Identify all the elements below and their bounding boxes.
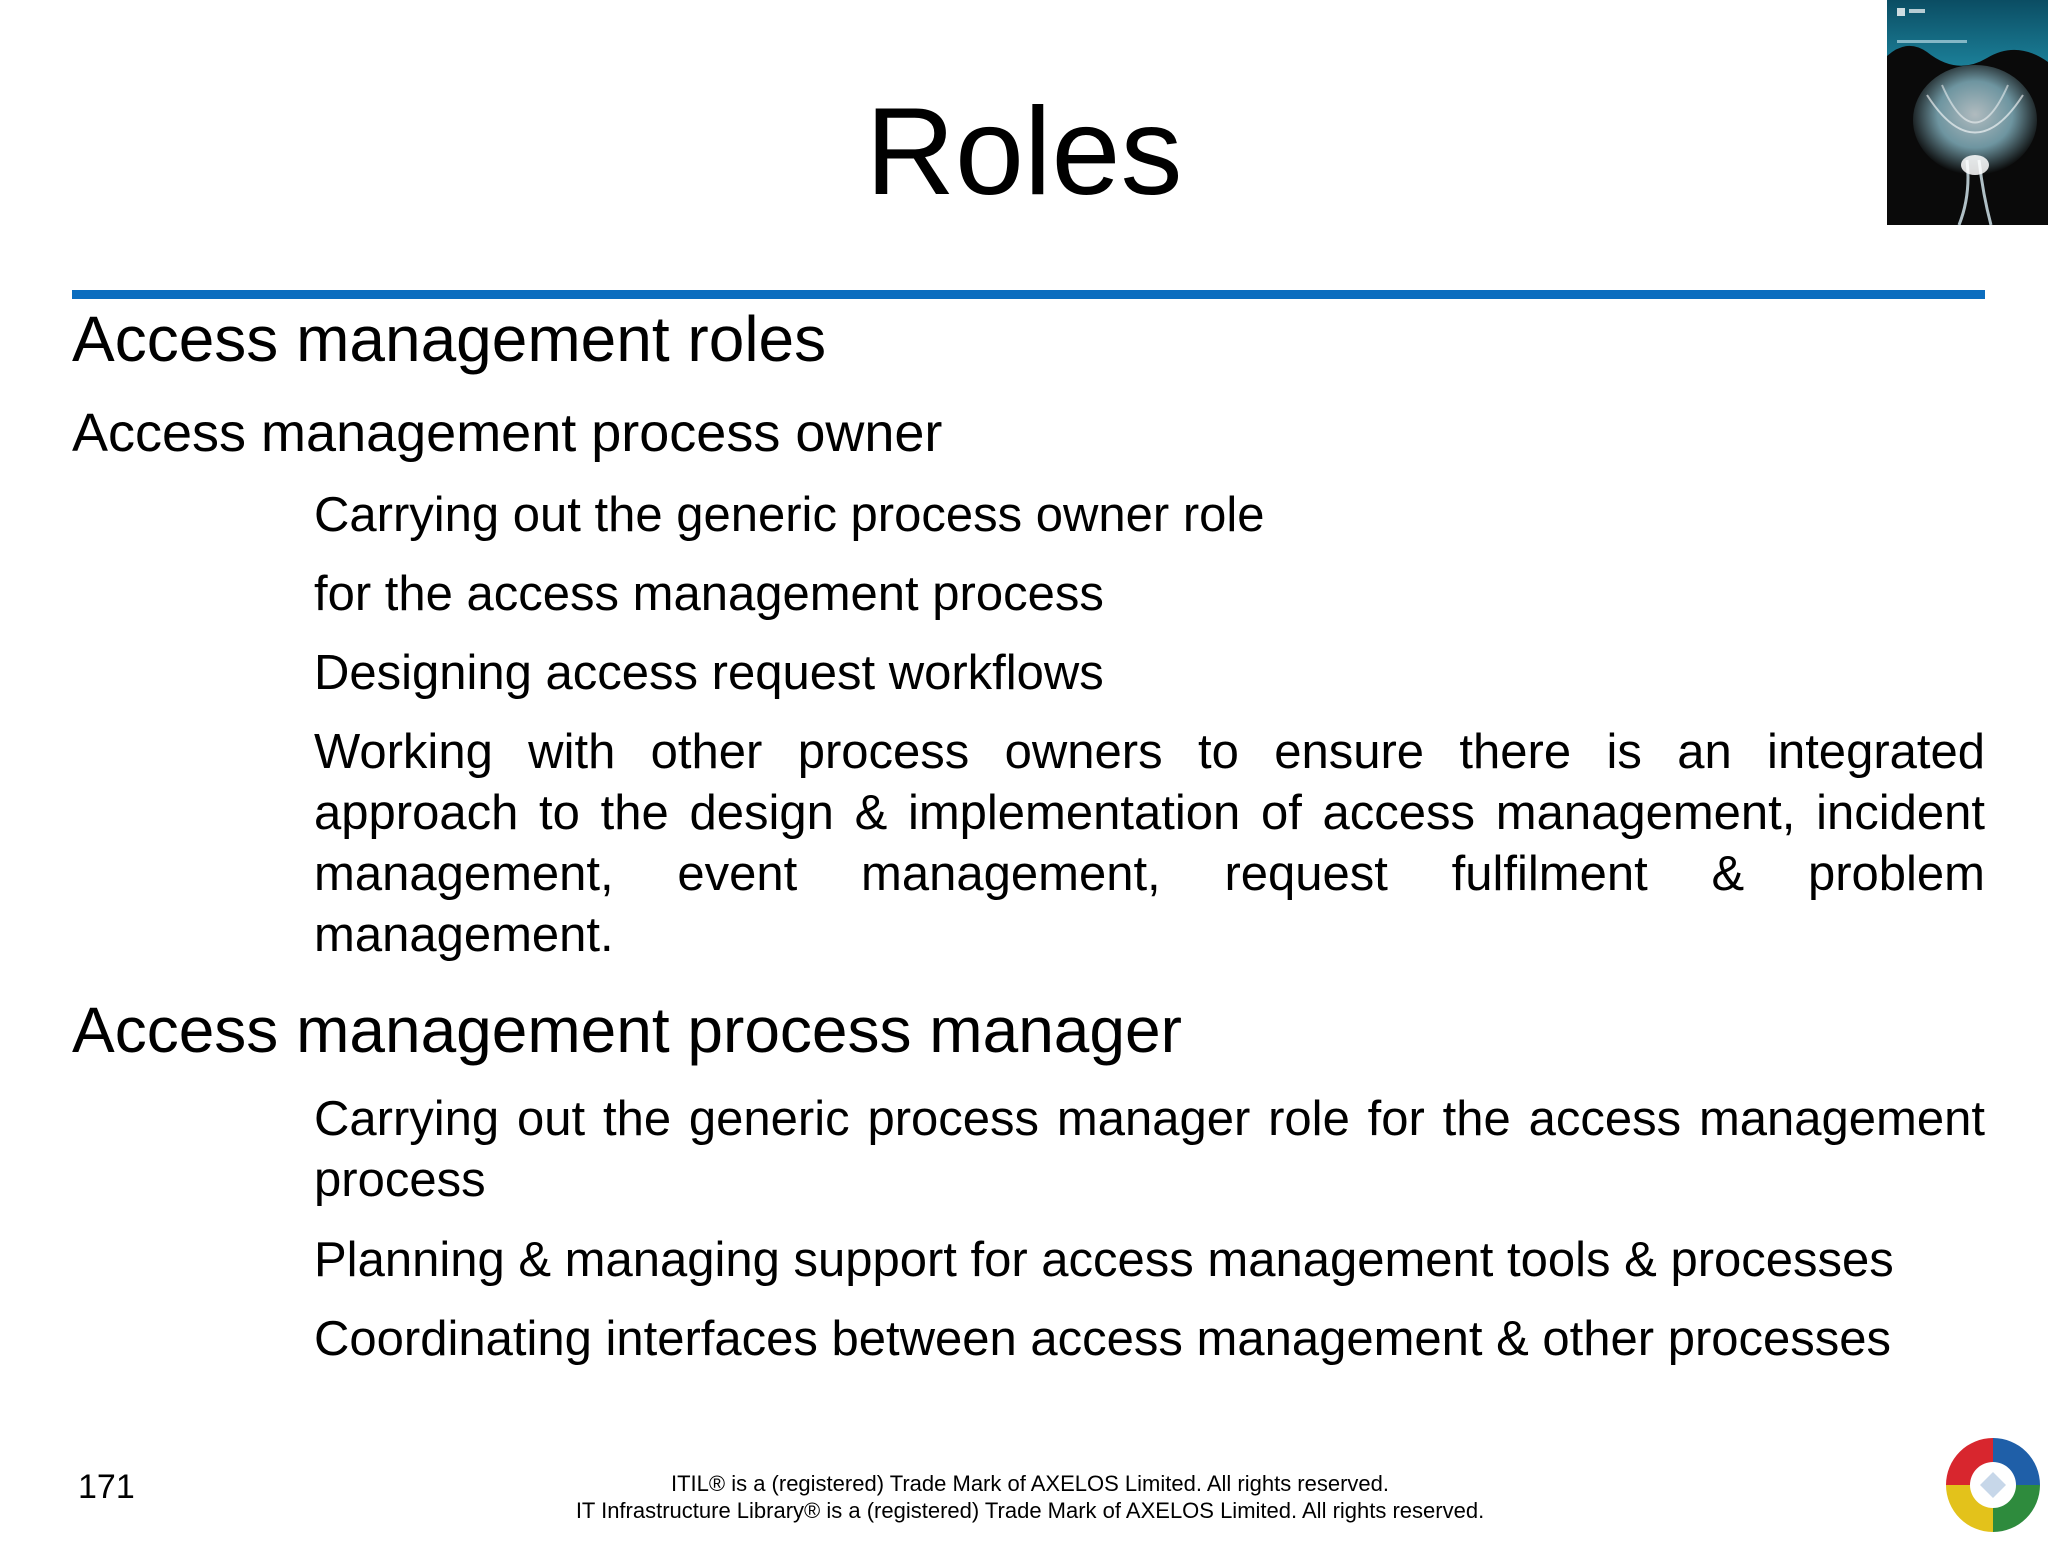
list-item: Coordinating interfaces between access management & other processes [314, 1312, 1892, 1366]
list-item: Carrying out the generic process manager role for the access management process [314, 1092, 1985, 1207]
list-item: Planning & managing support for access management tools & processes [314, 1233, 1894, 1287]
title-divider [72, 290, 1985, 299]
pdca-cycle-logo [1942, 1434, 2044, 1536]
page-number: 171 [78, 1468, 135, 1506]
footer-trademark-line: IT Infrastructure Library® is a (registered) Trade Mark of AXELOS Limited. All rights reserved. [575, 1498, 1485, 1523]
list-item: Working with other process owners to ensure there is an integrated approach to the design & implementation of access management, incident management, event management, request fulfilment & problem management. [314, 725, 1985, 962]
list-item: Designing access request workflows [314, 646, 1104, 700]
section-heading: Access management process manager [72, 994, 1182, 1066]
footer-trademark-line: ITIL® is a (registered) Trade Mark of AXELOS Limited. All rights reserved. [670, 1471, 1390, 1496]
subsection-heading: Access management process owner [72, 403, 943, 463]
footer [0, 1470, 2048, 1524]
book-cover-image [1887, 0, 2048, 225]
slide-title: Roles [865, 83, 1183, 221]
section-heading: Access management roles [72, 303, 827, 375]
list-item: for the access management process [314, 567, 1104, 621]
list-item: Carrying out the generic process owner role [314, 488, 1265, 542]
